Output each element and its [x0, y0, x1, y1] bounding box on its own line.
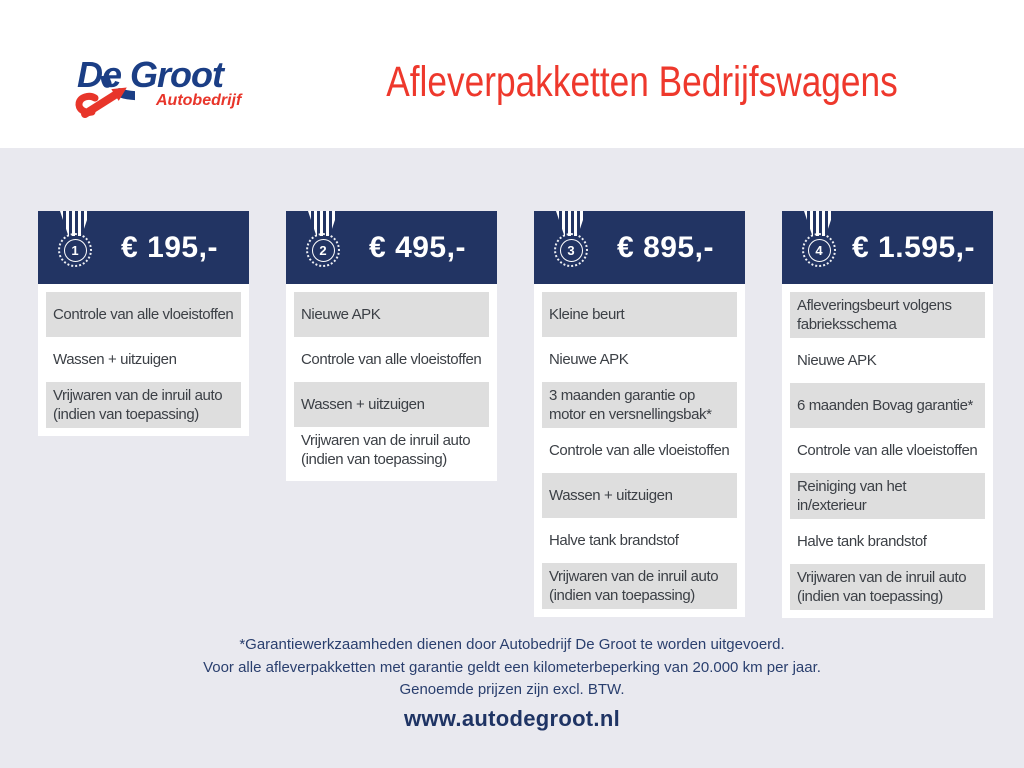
package-item: Halve tank brandstof	[797, 533, 927, 550]
package-card	[782, 211, 993, 618]
package-price: € 895,-	[617, 230, 714, 264]
package-item: Nieuwe APK	[294, 292, 489, 337]
package-item: Reiniging van het in/exterieur	[790, 473, 985, 519]
disclaimer-text	[0, 634, 1024, 702]
package-item: Afleveringsbeurt volgens fabrieksschema	[790, 292, 985, 338]
package-item-list	[534, 284, 745, 617]
package-item: 6 maanden Bovag garantie*	[790, 383, 985, 428]
disclaimer-line: Voor alle afleverpakketten met garantie geldt een kilometerbeperking van 20.000 km per jaar.	[203, 658, 821, 676]
package-item: Wassen + uitzuigen	[53, 351, 177, 368]
medal-coin-icon	[306, 233, 340, 267]
top-white-band	[0, 0, 1024, 148]
package-item: Nieuwe APK	[549, 351, 629, 368]
package-item: Controle van alle vloeistoffen	[46, 292, 241, 337]
package-card	[38, 211, 249, 618]
package-item: Controle van alle vloeistoffen	[797, 442, 978, 459]
package-item-list	[286, 284, 497, 481]
package-item-list	[782, 284, 993, 618]
medal-coin-icon	[554, 233, 588, 267]
medal-number: 4	[815, 242, 823, 258]
package-item: Kleine beurt	[542, 292, 737, 337]
package-item: Nieuwe APK	[797, 352, 877, 369]
package-item: Wassen + uitzuigen	[294, 382, 489, 427]
medal-icon	[53, 211, 97, 277]
package-header	[38, 211, 249, 284]
package-item: Halve tank brandstof	[549, 532, 679, 549]
package-item: Vrijwaren van de inruil auto (indien van toepassing)	[46, 382, 241, 428]
package-price: € 495,-	[369, 230, 466, 264]
medal-number: 1	[71, 242, 79, 258]
medal-icon	[797, 211, 841, 277]
package-item: Vrijwaren van de inruil auto (indien van toepassing)	[790, 564, 985, 610]
package-item: Vrijwaren van de inruil auto (indien van toepassing)	[301, 432, 471, 468]
medal-number: 2	[319, 242, 327, 258]
package-item: 3 maanden garantie op motor en versnellingsbak*	[542, 382, 737, 428]
package-item: Controle van alle vloeistoffen	[549, 442, 730, 459]
company-logo	[35, 40, 250, 135]
logo-company-name: De Groot	[77, 54, 224, 95]
medal-coin-icon	[58, 233, 92, 267]
package-header	[286, 211, 497, 284]
package-cards	[38, 211, 993, 618]
package-card	[534, 211, 745, 618]
medal-icon	[549, 211, 593, 277]
logo-subtitle: Autobedrijf	[156, 92, 242, 109]
package-price: € 1.595,-	[852, 230, 975, 264]
package-item: Vrijwaren van de inruil auto (indien van toepassing)	[542, 563, 737, 609]
page-title: Afleverpakketten Bedrijfswagens	[386, 58, 898, 106]
package-card	[286, 211, 497, 618]
disclaimer-line: *Garantiewerkzaamheden dienen door Autobedrijf De Groot te worden uitgevoerd.	[239, 636, 785, 653]
package-header	[534, 211, 745, 284]
package-header	[782, 211, 993, 284]
medal-number: 3	[567, 242, 575, 258]
website-url: www.autodegroot.nl	[403, 706, 620, 731]
disclaimer-line: Genoemde prijzen zijn excl. BTW.	[399, 681, 625, 698]
package-item: Wassen + uitzuigen	[542, 473, 737, 518]
package-item: Controle van alle vloeistoffen	[301, 351, 482, 368]
medal-coin-icon	[802, 233, 836, 267]
package-item-list	[38, 284, 249, 436]
medal-icon	[301, 211, 345, 277]
package-price: € 195,-	[121, 230, 218, 264]
